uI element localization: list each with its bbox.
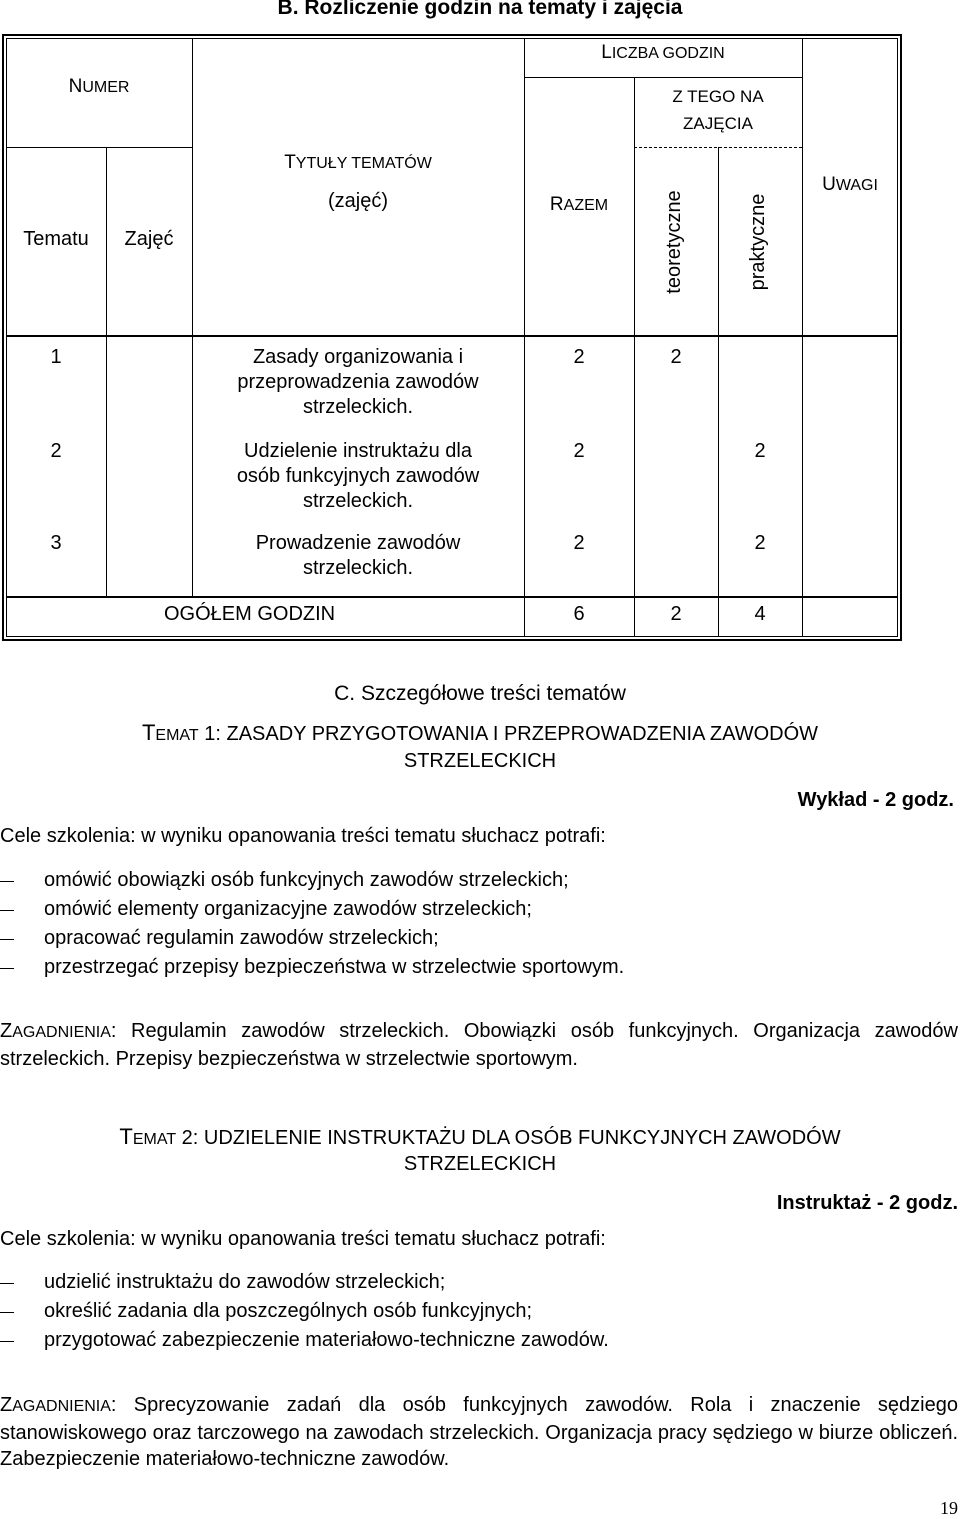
header-razem-rest: AZEM: [563, 197, 609, 214]
vline-prakt-uwagi: [802, 38, 803, 637]
temat1-goals: [0, 823, 606, 849]
hline-numer-split: [6, 147, 192, 148]
temat2-goals: [0, 1226, 606, 1252]
bullet-dash: [0, 968, 14, 969]
temat2-heading-line2: STRZELECKICH: [403, 1153, 557, 1175]
header-tytuly-sub: (zajęć): [327, 190, 388, 212]
header-tematu: Tematu: [23, 228, 89, 250]
row2-title-line3: strzeleckich.: [302, 490, 414, 512]
row1-nr: 1: [50, 346, 62, 368]
header-ztego-line2: ZAJĘCIA: [683, 114, 753, 133]
row3-prakt: 2: [754, 532, 766, 554]
header-uwagi: [802, 172, 898, 199]
temat2-zagadnienia-cap: Z: [0, 1394, 13, 1416]
temat2-zagadnienia-rest: AGADNIENIA: [12, 1398, 111, 1415]
total-razem: 6: [573, 603, 585, 625]
row3-title: [192, 531, 524, 581]
row2-title-line2: osób funkcyjnych zawodów: [236, 465, 480, 487]
temat1-zagadnienia-rest: AGADNIENIA: [12, 1024, 111, 1041]
bullet-dash: [0, 1312, 14, 1313]
bullet-dash: [0, 910, 14, 911]
hline-total-top: [6, 596, 898, 598]
temat1-heading: [0, 720, 960, 749]
header-razem-cap: R: [549, 194, 564, 215]
header-numer-cap: N: [68, 76, 83, 97]
row3-nr: 3: [50, 532, 62, 554]
temat2-bullet-2: określić zadania dla poszczególnych osób funkcyjnych;: [44, 1300, 533, 1322]
total-prakt: 4: [754, 603, 766, 625]
row1-title-line2: przeprowadzenia zawodów: [237, 371, 479, 393]
temat1-bullet-1: omówić obowiązki osób funkcyjnych zawodów strzeleckich;: [44, 869, 569, 891]
row3-razem: 2: [573, 532, 585, 554]
row2-nr: 2: [50, 440, 62, 462]
row3-title-line1: Prowadzenie zawodów: [255, 532, 461, 554]
vline-teor-prakt: [718, 147, 719, 637]
temat1-bullet-3: opracować regulamin zawodów strzeleckich;: [44, 927, 439, 949]
header-liczba-rest: ICZBA GODZIN: [611, 45, 725, 62]
temat2-zagadnienia-colon: :: [110, 1394, 117, 1416]
header-tytuly-rest: YTUŁY TEMATÓW: [295, 155, 432, 172]
temat1-prefix-cap: T: [141, 720, 156, 745]
temat1-zagadnienia-colon: :: [110, 1020, 117, 1042]
row1-title: [192, 345, 524, 420]
temat2-zagadnienia: [0, 1392, 958, 1472]
row2-razem: 2: [573, 440, 585, 462]
temat1-goals-label: Cele szkolenia:: [0, 825, 136, 847]
row1-teor: 2: [670, 346, 682, 368]
header-praktyczne: praktyczne: [747, 193, 769, 291]
temat2-goals-label: Cele szkolenia:: [0, 1228, 136, 1250]
header-tytuly-cap: T: [284, 152, 296, 173]
hline-header-bottom: [6, 335, 898, 337]
temat1-bullet-4: przestrzegać przepisy bezpieczeństwa w strzelectwie sportowym.: [44, 956, 625, 978]
temat1-heading-line2: STRZELECKICH: [403, 750, 557, 772]
row2-title-line1: Udzielenie instruktażu dla: [244, 440, 472, 462]
temat1-zagadnienia: [0, 1018, 958, 1072]
total-label: OGÓŁEM GODZIN: [164, 603, 336, 625]
temat2-bullet-3: przygotować zabezpieczenie materiałowo-techniczne zawodów.: [44, 1329, 609, 1351]
header-teoretyczne: teoretyczne: [663, 190, 685, 294]
header-liczba-cap: L: [601, 42, 612, 63]
header-zajec: Zajęć: [124, 228, 174, 250]
header-liczba-godzin: [524, 40, 802, 67]
bullet-dash: [0, 1341, 14, 1342]
header-tytuly: [192, 150, 524, 177]
header-numer: [6, 74, 192, 101]
temat2-goals-intro: w wyniku opanowania treści tematu słuchacz potrafi:: [135, 1228, 606, 1250]
temat1-zagadnienia-text: Regulamin zawodów strzeleckich. Obowiązki osób funkcyjnych. Organizacja zawodów strzeleckich. Przepisy bezpieczeństwa w strzelectwie sportowym.: [0, 1020, 958, 1070]
header-uwagi-rest: WAGI: [835, 177, 878, 194]
header-ztego-line1: Z TEGO NA: [672, 87, 764, 106]
bullet-dash: [0, 881, 14, 882]
section-b-title: B. Rozliczenie godzin na tematy i zajęcia: [277, 0, 683, 19]
temat2-heading-text: 2: UDZIELENIE INSTRUKTAŻU DLA OSÓB FUNKCYJNYCH ZAWODÓW: [176, 1127, 841, 1149]
row1-razem: 2: [573, 346, 585, 368]
temat2-bullet-1: udzielić instruktażu do zawodów strzeleckich;: [44, 1271, 446, 1293]
section-c-title: C. Szczegółowe treści tematów: [334, 682, 626, 705]
temat1-hours: Wykład - 2 godz.: [797, 789, 954, 811]
temat2-zagadnienia-text: Sprecyzowanie zadań dla osób funkcyjnych zawodów. Rola i znaczenie sędziego stanowiskowego oraz tarczowego na zawodach strzeleckich. Organizacja pracy sędziego w biurze obliczeń. Zabezpieczenie materiałowo-techniczne zawodów.: [0, 1394, 958, 1470]
temat1-heading-text: 1: ZASADY PRZYGOTOWANIA I PRZEPROWADZENIA ZAWODÓW: [198, 723, 819, 745]
temat1-bullet-2: omówić elementy organizacyjne zawodów strzeleckich;: [44, 898, 532, 920]
temat2-heading: [0, 1124, 960, 1153]
temat1-zagadnienia-cap: Z: [0, 1020, 13, 1042]
bullet-dash: [0, 939, 14, 940]
temat2-prefix-rest: EMAT: [132, 1131, 177, 1148]
row3-title-line2: strzeleckich.: [302, 557, 414, 579]
row1-title-line1: Zasady organizowania i: [252, 346, 464, 368]
total-teor: 2: [670, 603, 682, 625]
temat2-hours: Instruktaż - 2 godz.: [776, 1192, 958, 1214]
hline-liczba-split: [524, 77, 802, 78]
row2-prakt: 2: [754, 440, 766, 462]
header-uwagi-cap: U: [822, 174, 836, 195]
row2-title: [192, 439, 524, 514]
bullet-dash: [0, 1283, 14, 1284]
header-numer-rest: UMER: [82, 79, 130, 96]
page-number: 19: [940, 1498, 958, 1518]
header-razem: [524, 192, 634, 219]
temat2-prefix-cap: T: [119, 1124, 133, 1149]
vline-tematu-zajec: [106, 147, 107, 596]
temat1-prefix-rest: EMAT: [155, 727, 199, 744]
row1-title-line3: strzeleckich.: [302, 396, 414, 418]
temat1-goals-intro: w wyniku opanowania treści tematu słuchacz potrafi:: [135, 825, 606, 847]
